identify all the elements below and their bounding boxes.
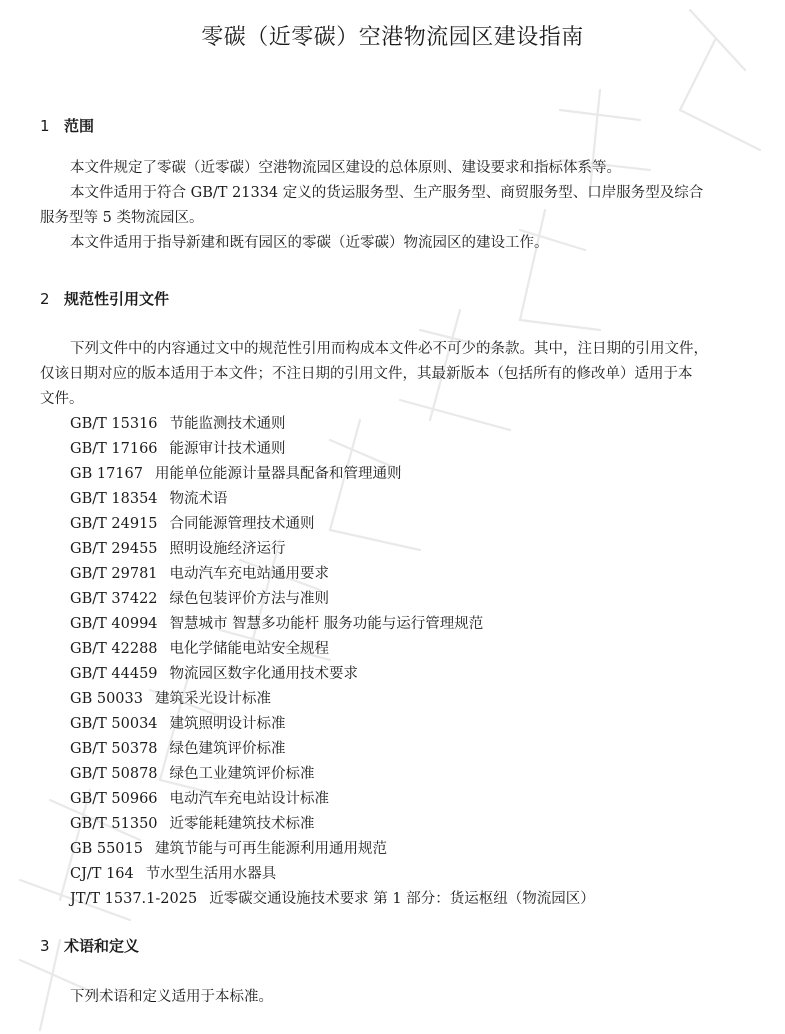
reference-title: 物流园区数字化通用技术要求 bbox=[169, 666, 359, 682]
reference-code: GB/T 24915 bbox=[70, 516, 158, 532]
section-heading-scope bbox=[40, 115, 94, 136]
reference-title: 建筑照明设计标准 bbox=[169, 716, 286, 732]
reference-code: GB 17167 bbox=[70, 466, 143, 482]
reference-title: 合同能源管理技术通则 bbox=[169, 516, 315, 532]
section-title: 术语和定义 bbox=[64, 937, 140, 955]
reference-code: GB/T 44459 bbox=[70, 666, 158, 682]
reference-title: 电动汽车充电站通用要求 bbox=[169, 566, 330, 582]
reference-code: CJ/T 164 bbox=[70, 866, 134, 882]
reference-code: GB/T 51350 bbox=[70, 816, 158, 832]
reference-item bbox=[70, 412, 770, 437]
reference-title: 能源审计技术通则 bbox=[169, 441, 286, 457]
reference-title: 近零碳交通设施技术要求 第 1 部分：货运枢纽（物流园区） bbox=[209, 891, 595, 907]
normative-intro-line-1: 下列文件中的内容通过文中的规范性引用而构成本文件必不可少的条款。其中，注日期的引用文件， bbox=[70, 341, 708, 357]
reference-title: 绿色工业建筑评价标准 bbox=[169, 766, 315, 782]
reference-item bbox=[70, 812, 770, 837]
section-number: 3 bbox=[40, 937, 50, 955]
reference-list bbox=[70, 412, 770, 912]
reference-item bbox=[70, 562, 770, 587]
reference-title: 节能监测技术通则 bbox=[169, 416, 286, 432]
reference-title: 智慧城市 智慧多功能杆 服务功能与运行管理规范 bbox=[169, 616, 484, 632]
reference-item bbox=[70, 512, 770, 537]
reference-title: 照明设施经济运行 bbox=[169, 541, 286, 557]
reference-title: 绿色包装评价方法与准则 bbox=[169, 591, 330, 607]
reference-code: GB/T 37422 bbox=[70, 591, 158, 607]
section-title: 规范性引用文件 bbox=[64, 290, 170, 308]
scope-paragraph-3: 本文件适用于指导新建和既有园区的零碳（近零碳）物流园区的建设工作。 bbox=[70, 235, 549, 251]
reference-code: GB/T 50878 bbox=[70, 766, 158, 782]
reference-item bbox=[70, 437, 770, 462]
reference-code: GB/T 29455 bbox=[70, 541, 158, 557]
section-number: 2 bbox=[40, 290, 50, 308]
section-heading-normative-references bbox=[40, 288, 169, 309]
normative-intro-line-3: 文件。 bbox=[40, 391, 84, 407]
reference-code: GB/T 50378 bbox=[70, 741, 158, 757]
scope-paragraph-2-line-1: 本文件适用于符合 GB/T 21334 定义的货运服务型、生产服务型、商贸服务型、口岸服务型及综合 bbox=[70, 185, 704, 201]
reference-title: 节水型生活用水器具 bbox=[145, 866, 277, 882]
reference-code: GB 50033 bbox=[70, 691, 143, 707]
normative-intro-line-2: 仅该日期对应的版本适用于本文件；不注日期的引用文件，其最新版本（包括所有的修改单）适用于本 bbox=[40, 366, 693, 382]
reference-item bbox=[70, 462, 770, 487]
reference-title: 物流术语 bbox=[169, 491, 228, 507]
reference-code: GB/T 17166 bbox=[70, 441, 158, 457]
reference-item bbox=[70, 687, 770, 712]
reference-title: 电动汽车充电站设计标准 bbox=[169, 791, 330, 807]
reference-item bbox=[70, 612, 770, 637]
reference-item bbox=[70, 712, 770, 737]
section-heading-terms bbox=[40, 935, 139, 956]
reference-code: GB/T 42288 bbox=[70, 641, 158, 657]
reference-code: JT/T 1537.1-2025 bbox=[70, 891, 198, 907]
reference-title: 用能单位能源计量器具配备和管理通则 bbox=[154, 466, 402, 482]
reference-item bbox=[70, 762, 770, 787]
reference-title: 建筑节能与可再生能源利用通用规范 bbox=[154, 841, 387, 857]
reference-code: GB/T 50034 bbox=[70, 716, 158, 732]
reference-title: 近零能耗建筑技术标准 bbox=[169, 816, 315, 832]
document-title: 零碳（近零碳）空港物流园区建设指南 bbox=[201, 25, 584, 50]
reference-item bbox=[70, 662, 770, 687]
reference-item bbox=[70, 587, 770, 612]
reference-code: GB/T 50966 bbox=[70, 791, 158, 807]
reference-title: 建筑采光设计标准 bbox=[154, 691, 271, 707]
reference-item bbox=[70, 537, 770, 562]
reference-code: GB 55015 bbox=[70, 841, 143, 857]
reference-code: GB/T 18354 bbox=[70, 491, 158, 507]
reference-code: GB/T 15316 bbox=[70, 416, 158, 432]
reference-item bbox=[70, 887, 770, 912]
section-title: 范围 bbox=[64, 117, 95, 135]
reference-item bbox=[70, 737, 770, 762]
scope-paragraph-2-line-2: 服务型等 5 类物流园区。 bbox=[40, 210, 204, 226]
reference-title: 电化学储能电站安全规程 bbox=[169, 641, 330, 657]
reference-item bbox=[70, 487, 770, 512]
section-number: 1 bbox=[40, 117, 50, 135]
reference-code: GB/T 29781 bbox=[70, 566, 158, 582]
reference-item bbox=[70, 862, 770, 887]
reference-item bbox=[70, 637, 770, 662]
reference-item bbox=[70, 837, 770, 862]
terms-paragraph-1: 下列术语和定义适用于本标准。 bbox=[70, 989, 273, 1005]
reference-title: 绿色建筑评价标准 bbox=[169, 741, 286, 757]
scope-paragraph-1: 本文件规定了零碳（近零碳）空港物流园区建设的总体原则、建设要求和指标体系等。 bbox=[70, 160, 621, 176]
reference-item bbox=[70, 787, 770, 812]
reference-code: GB/T 40994 bbox=[70, 616, 158, 632]
